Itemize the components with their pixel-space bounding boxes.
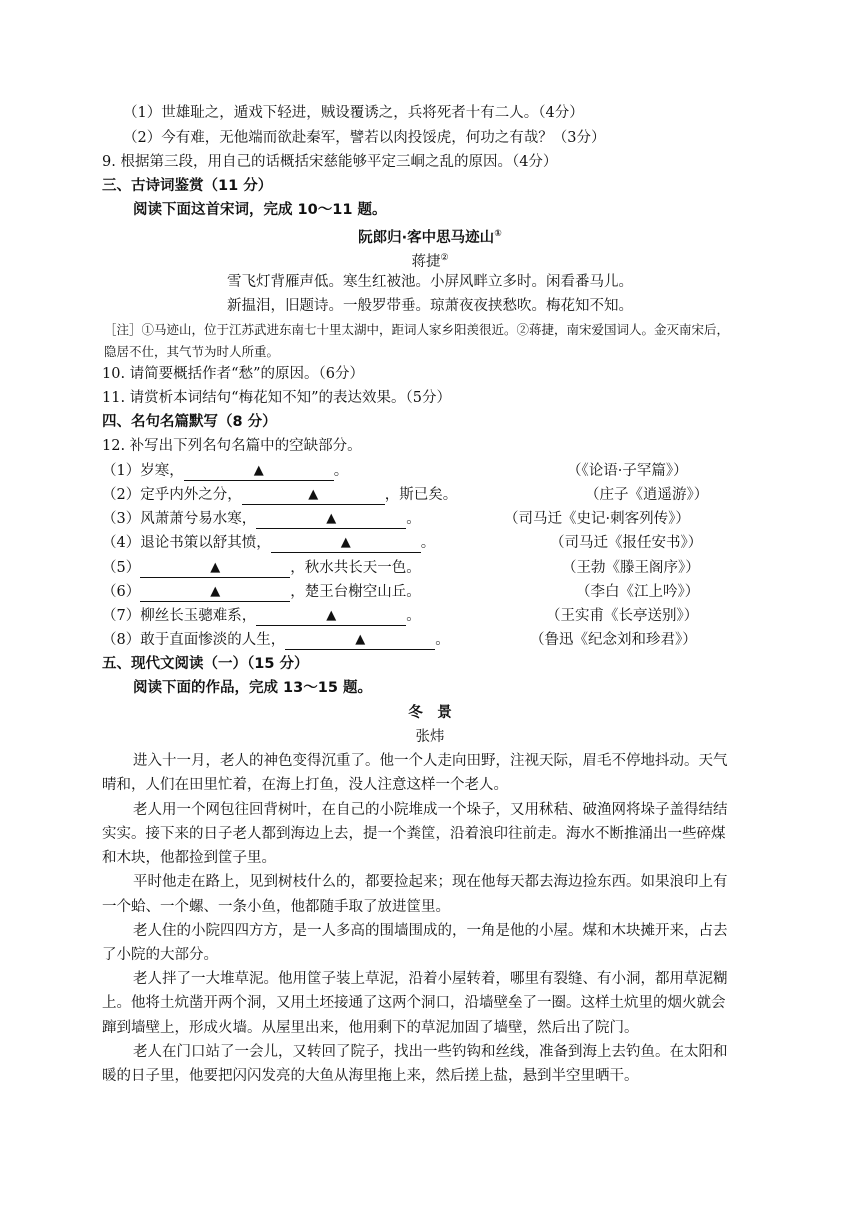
article-line: 和木块，他都捡到筐子里。 bbox=[102, 850, 276, 866]
article-line: 老人在门口站了一会儿，又转回了院子，找出一些钓钩和丝线，准备到海上去钓鱼。在太阳和 bbox=[133, 1044, 728, 1060]
fill-source-1: （《论语·子罕篇》） bbox=[567, 463, 688, 479]
answer-blank-3[interactable]: ▲ bbox=[256, 511, 406, 529]
article-line: 老人用一个网包往回背树叶，在自己的小院堆成一个垛子，又用秫秸、破渔网将垛子盖得结结 bbox=[133, 802, 728, 818]
fill-item-1: （1）岁寒， ▲ 。 bbox=[102, 463, 349, 479]
fill-item-3: （3）风萧萧兮易水寒， ▲ 。 bbox=[102, 511, 421, 527]
fill-item-6: （6） ▲ ，楚王台榭空山丘。 bbox=[102, 584, 421, 600]
article-line: 一个蛤、一个螺、一条小鱼，他都随手取了放进筐里。 bbox=[102, 899, 450, 915]
answer-blank-2[interactable]: ▲ bbox=[242, 487, 385, 505]
footnote-marker-1: ① bbox=[494, 229, 502, 239]
fill-item-8: （8）敢于直面惨淡的人生， ▲ 。 bbox=[102, 632, 450, 648]
poem-note-line-1: ［注］①马迹山，位于江苏武进东南七十里太湖中，距词人家乡阳羡很近。②蒋捷，南宋爱国词人。金灭南宋后， bbox=[104, 322, 730, 337]
answer-blank-7[interactable]: ▲ bbox=[256, 608, 406, 626]
article-line: 老人住的小院四四方方，是一人多高的围墙围成的，一角是他的小屋。煤和木块摊开来，占去 bbox=[133, 923, 728, 939]
article-line: 平时他走在路上，见到树枝什么的，都要捡起来；现在他每天都去海边捡东西。如果浪印上有 bbox=[133, 874, 728, 890]
poem-author: 蒋捷② bbox=[411, 253, 449, 270]
fill-source-6: （李白《江上吟》） bbox=[576, 584, 700, 600]
answer-blank-6[interactable]: ▲ bbox=[140, 584, 290, 602]
q9-question: 9. 根据第三段，用自己的话概括宋慈能够平定三峒之乱的原因。（4分） bbox=[102, 154, 558, 170]
article-line: 晴和，人们在田里忙着，在海上打鱼，没人注意这样一个老人。 bbox=[102, 777, 508, 793]
fill-source-3: （司马迁《史记·刺客列传》） bbox=[504, 511, 690, 527]
section-5-heading: 五、现代文阅读（一）（15 分） bbox=[102, 656, 309, 672]
poem-title: 阮郎归·客中思马迹山① bbox=[358, 229, 502, 246]
footnote-marker-2: ② bbox=[440, 253, 449, 263]
article-line: 蹿到墙壁上，形成火墙。从屋里出来，他用剩下的草泥加固了墙壁，然后出了院门。 bbox=[102, 1020, 639, 1036]
article-line: 了小院的大部分。 bbox=[102, 947, 218, 963]
q8-item-2: （2）今有难，无他端而欲赴秦军，譬若以肉投馁虎，何功之有哉？（3分） bbox=[123, 130, 606, 146]
section-3-heading: 三、古诗词鉴赏（11 分） bbox=[102, 178, 273, 194]
article-line: 老人拌了一大堆草泥。他用筐子装上草泥，沿着小屋转着，哪里有裂缝、有小洞，都用草泥糊 bbox=[133, 971, 728, 987]
answer-blank-4[interactable]: ▲ bbox=[271, 535, 421, 553]
fill-item-5: （5） ▲ ，秋水共长天一色。 bbox=[102, 560, 421, 576]
answer-blank-1[interactable]: ▲ bbox=[184, 463, 334, 481]
fill-source-7: （王实甫《长亭送别》） bbox=[546, 608, 699, 624]
fill-source-4: （司马迁《报任安书》） bbox=[550, 535, 703, 551]
answer-blank-5[interactable]: ▲ bbox=[140, 560, 290, 578]
article-line: 实实。接下来的日子老人都到海边上去，提一个粪筐，沿着浪印往前走。海水不断推涌出一些碎煤 bbox=[102, 826, 726, 842]
q12-question: 12. 补写出下列名句名篇中的空缺部分。 bbox=[102, 438, 362, 454]
fill-item-7: （7）柳丝长玉骢难系， ▲ 。 bbox=[102, 608, 421, 624]
fill-source-5: （王勃《滕王阁序》） bbox=[562, 560, 700, 576]
section-4-heading: 四、名句名篇默写（8 分） bbox=[102, 414, 277, 430]
q8-item-1: （1）世雄耻之，遁戏下轻进，贼设覆诱之，兵将死者十有二人。（4分） bbox=[123, 105, 584, 121]
fill-source-8: （鲁迅《纪念刘和珍君》） bbox=[530, 632, 697, 648]
poem-line-1: 雪飞灯背雁声低。寒生红被池。小屏风畔立多时。闲看番马儿。 bbox=[227, 274, 633, 290]
article-title: 冬 景 bbox=[408, 705, 452, 721]
section-3-instruction: 阅读下面这首宋词，完成 10～11 题。 bbox=[133, 202, 387, 218]
article-line: 进入十一月，老人的神色变得沉重了。他一个人走向田野，注视天际，眉毛不停地抖动。天气 bbox=[133, 753, 728, 769]
answer-blank-8[interactable]: ▲ bbox=[285, 632, 435, 650]
article-line: 上。他将土炕凿开两个洞，又用土坯接通了这两个洞口，沿墙壁垒了一圈。这样土炕里的烟火就会 bbox=[102, 995, 726, 1011]
q10-question: 10. 请简要概括作者“愁”的原因。（6分） bbox=[102, 366, 364, 382]
fill-source-2: （庄子《逍遥游》） bbox=[585, 487, 709, 503]
fill-item-2: （2）定乎内外之分， ▲ ，斯已矣。 bbox=[102, 487, 458, 503]
article-author: 张炜 bbox=[415, 729, 445, 745]
article-line: 暖的日子里，他要把闪闪发亮的大鱼从海里拖上来，然后搓上盐，悬到半空里晒干。 bbox=[102, 1068, 639, 1084]
q11-question: 11. 请赏析本词结句“梅花知不知”的表达效果。（5分） bbox=[102, 390, 451, 406]
section-5-instruction: 阅读下面的作品，完成 13～15 题。 bbox=[133, 680, 372, 696]
poem-note-line-2: 隐居不仕，其气节为时人所重。 bbox=[104, 344, 280, 359]
fill-item-4: （4）退论书策以舒其愤， ▲ 。 bbox=[102, 535, 436, 551]
poem-line-2: 新揾泪，旧题诗。一般罗带垂。琼萧夜夜挟愁吹。梅花知不知。 bbox=[227, 298, 633, 314]
